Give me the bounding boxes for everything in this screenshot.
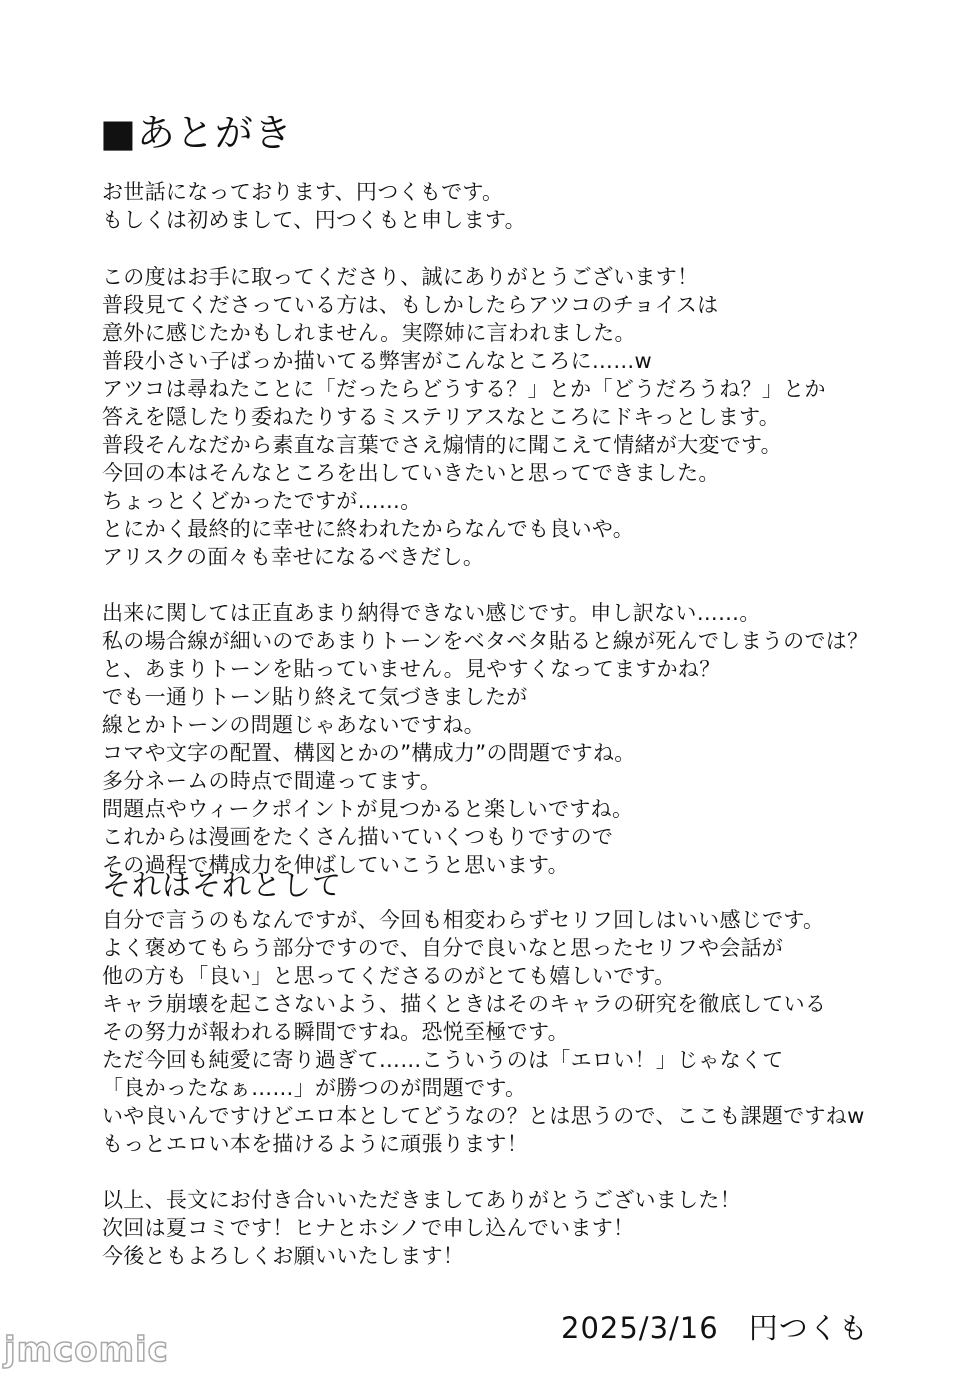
text-line: とにかく最終的に幸せに終われたからなんでも良いや。 bbox=[102, 517, 635, 541]
text-line: よく褒めてもらう部分ですので、自分で良いなと思ったセリフや会話が bbox=[102, 936, 784, 960]
text-line: 普段そんなだから素直な言葉でさえ煽情的に聞こえて情緒が大変です。 bbox=[102, 433, 782, 457]
text-line: 次回は夏コミです！ヒナとホシノで申し込んでいます！ bbox=[102, 1216, 635, 1240]
text-line: 自分で言うのもなんですが、今回も相変わらずセリフ回しはいい感じです。 bbox=[102, 908, 825, 932]
text-line: キャラ崩壊を起こさないよう、描くときはそのキャラの研究を徹底している bbox=[102, 992, 827, 1016]
text-line: 答えを隠したり委ねたりするミステリアスなところにドキっとします。 bbox=[102, 405, 781, 429]
text-line: ただ今回も純愛に寄り過ぎて……こういうのは「エロい！」じゃなくて bbox=[102, 1048, 784, 1072]
text-line: と、あまりトーンを貼っていません。見やすくなってますかね？ bbox=[102, 657, 721, 681]
text-line: 多分ネームの時点で間違ってます。 bbox=[102, 769, 442, 793]
watermark-logo: jmcomic bbox=[4, 1330, 169, 1370]
text-line: コマや文字の配置、構図とかの”構成力”の問題ですね。 bbox=[102, 741, 636, 765]
text-line: 他の方も「良い」と思ってくださるのがとても嬉しいです。 bbox=[102, 964, 676, 988]
text-line: 今後ともよろしくお願いいたします！ bbox=[102, 1244, 465, 1268]
text-line: 出来に関しては正直あまり納得できない感じです。申し訳ない……。 bbox=[102, 601, 761, 625]
text-line: その過程で構成力を伸ばしていこうと思います。 bbox=[102, 853, 569, 877]
text-line: この度はお手に取ってくださり、誠にありがとうございます！ bbox=[102, 265, 699, 289]
date-signature: 2025/3/16 円つくも bbox=[561, 1311, 869, 1345]
page-title: ■あとがき bbox=[100, 111, 293, 155]
text-line: もしくは初めまして、円つくもと申します。 bbox=[102, 208, 526, 232]
text-line: 今回の本はそんなところを出していきたいと思ってできました。 bbox=[102, 461, 720, 485]
text-line: 問題点やウィークポイントが見つかると楽しいですね。 bbox=[102, 797, 634, 821]
text-line: これからは漫画をたくさん描いていくつもりですので bbox=[102, 825, 614, 849]
text-line: 意外に感じたかもしれません。実際姉に言われました。 bbox=[102, 321, 636, 345]
text-line: 線とかトーンの問題じゃあないですね。 bbox=[102, 713, 485, 737]
text-line: もっとエロい本を描けるように頑張ります！ bbox=[102, 1132, 528, 1156]
text-line: ちょっとくどかったですが……。 bbox=[102, 489, 422, 513]
text-line: いや良いんですけどエロ本としてどうなの？とは思うので、ここも課題ですねw bbox=[102, 1104, 865, 1128]
section-heading: それはそれとして bbox=[102, 868, 343, 902]
text-line: 以上、長文にお付き合いいただきましてありがとうございました！ bbox=[102, 1188, 741, 1212]
text-line: お世話になっております、円つくもです。 bbox=[102, 180, 504, 204]
text-line: 普段見てくださっている方は、もしかしたらアツコのチョイスは bbox=[102, 293, 719, 317]
text-line: 「良かったなぁ……」が勝つのが問題です。 bbox=[102, 1076, 527, 1100]
text-line: 普段小さい子ばっか描いてる弊害がこんなところに……w bbox=[102, 349, 652, 373]
text-line: アリスクの面々も幸せになるべきだし。 bbox=[102, 545, 485, 569]
text-line: その努力が報われる瞬間ですね。恐悦至極です。 bbox=[102, 1020, 569, 1044]
text-line: 私の場合線が細いのであまりトーンをベタベタ貼ると線が死んでしまうのでは？ bbox=[102, 629, 869, 653]
text-line: アツコは尋ねたことに「だったらどうする？」とか「どうだろうね？」とか bbox=[102, 377, 826, 401]
text-line: でも一通りトーン貼り終えて気づきましたが bbox=[102, 685, 528, 709]
